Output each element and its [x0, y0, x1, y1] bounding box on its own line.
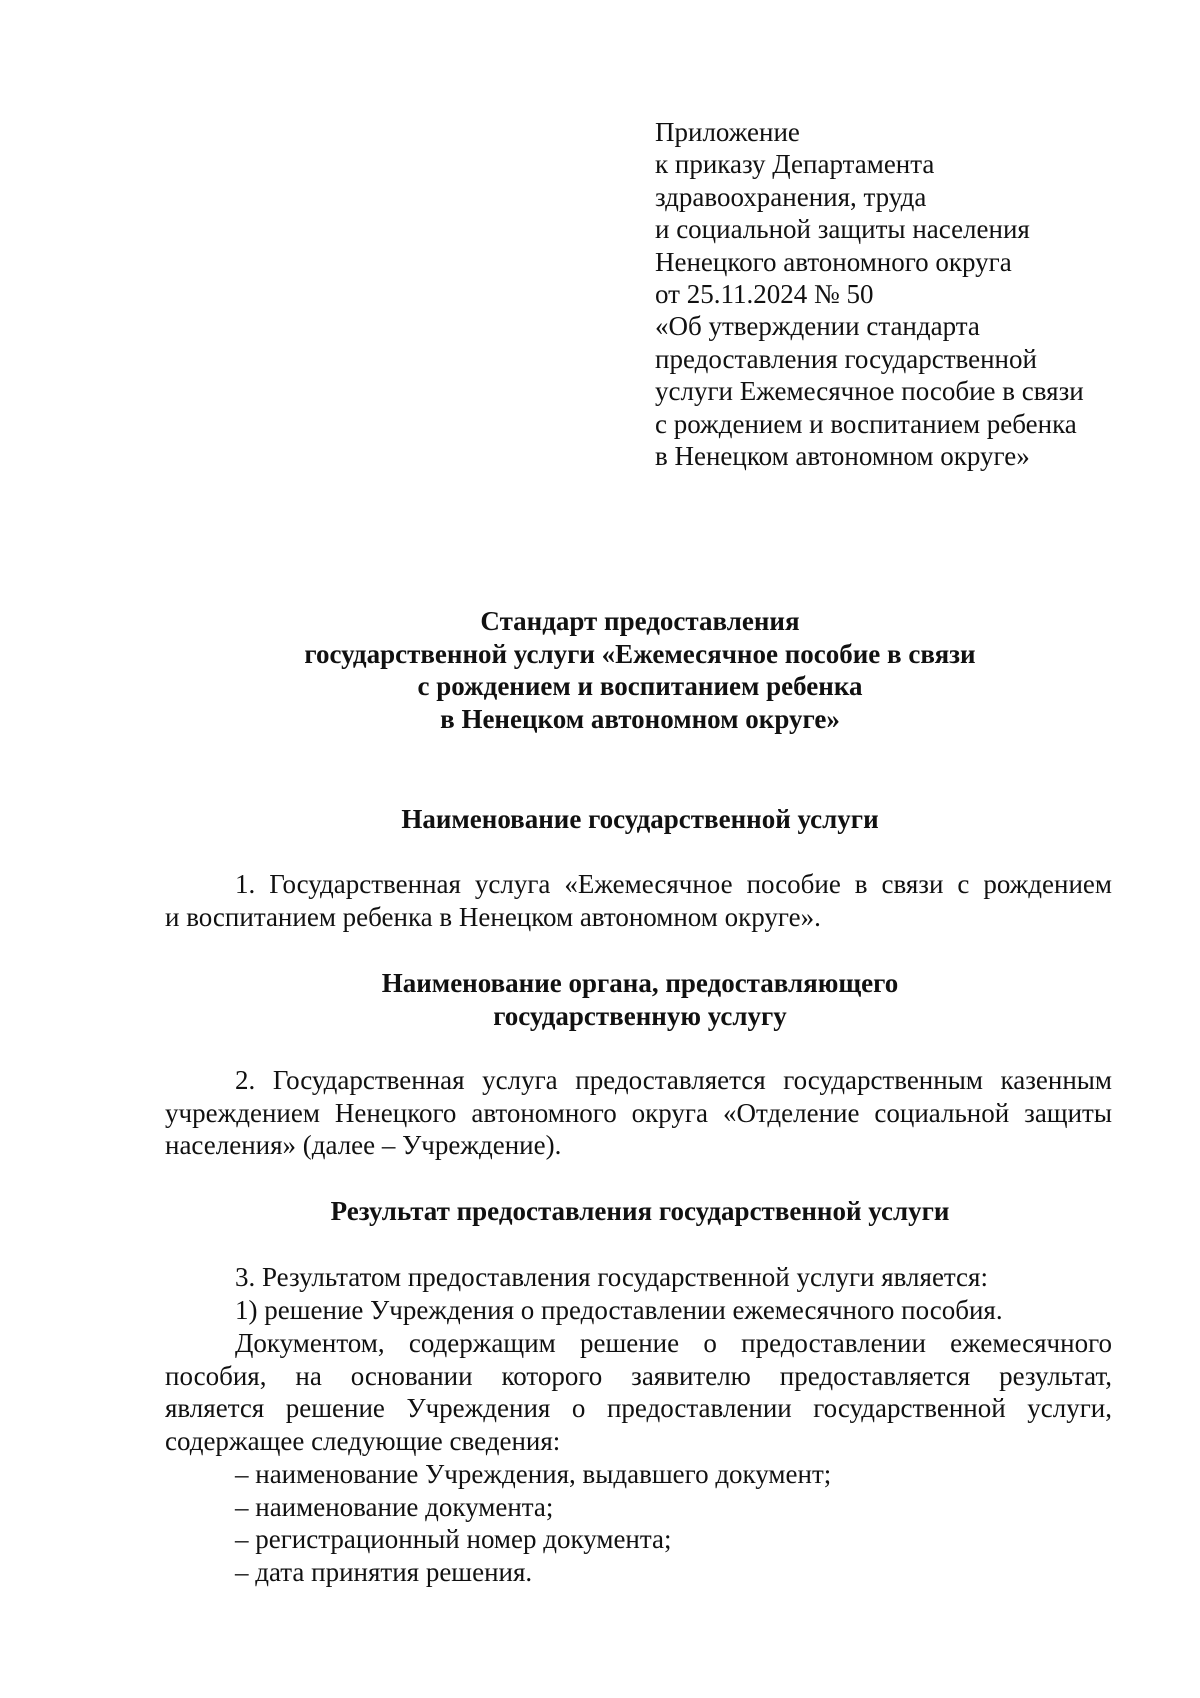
section-1-paragraph — [165, 868, 1112, 933]
paragraph-line: и воспитанием ребенка в Ненецком автономном округе». — [165, 901, 821, 932]
section-1-heading — [160, 803, 1120, 836]
paragraph-line: населения» (далее – Учреждение). — [165, 1130, 562, 1160]
section-3-heading-text: Результат предоставления государственной услуги — [330, 1196, 950, 1226]
section-2-paragraph — [165, 1064, 1112, 1162]
paragraph-line: 1. Государственная услуга «Ежемесячное пособие в связи с рождением — [235, 869, 1112, 899]
paragraph-line: пособия, на основании которого заявителю предоставляется результат, — [165, 1360, 1112, 1391]
heading-line: государственную услугу — [493, 1000, 787, 1031]
paragraph-line: является решение Учреждения о предоставлении государственной услуги, — [165, 1393, 1112, 1423]
appendix-line: «Об утверждении стандарта — [655, 311, 980, 342]
paragraph-line: содержащее следующие сведения: — [165, 1425, 561, 1456]
title-line: государственной услуги «Ежемесячное пособие в связи — [304, 638, 976, 669]
appendix-line: здравоохранения, труда — [655, 181, 927, 212]
paragraph-line: Документом, содержащим решение о предоставлении ежемесячного — [235, 1328, 1112, 1358]
appendix-line: с рождением и воспитанием ребенка — [655, 408, 1077, 439]
appendix-block — [655, 116, 1175, 472]
title-line: Стандарт предоставления — [480, 606, 800, 636]
title-line: с рождением и воспитанием ребенка — [417, 671, 863, 701]
appendix-line: от 25.11.2024 № 50 — [655, 279, 874, 310]
heading-line: Наименование органа, предоставляющего — [381, 968, 899, 998]
appendix-line: в Ненецком автономном округе» — [655, 441, 1030, 472]
section-3-intro: 3. Результатом предоставления государственной услуги является: — [235, 1262, 988, 1292]
appendix-line: к приказу Департамента — [655, 149, 935, 180]
list-item: – наименование документа; — [235, 1491, 554, 1522]
details-list — [235, 1458, 831, 1588]
document-title — [160, 605, 1120, 735]
section-3-paragraph — [165, 1327, 1112, 1457]
appendix-line: услуги Ежемесячное пособие в связи — [655, 376, 1084, 407]
list-item: – наименование Учреждения, выдавшего документ; — [235, 1459, 832, 1489]
paragraph-line: учреждением Ненецкого автономного округа «Отделение социальной защиты — [165, 1097, 1112, 1128]
list-item: – дата принятия решения. — [235, 1556, 533, 1587]
appendix-line: Ненецкого автономного округа — [655, 246, 1012, 277]
appendix-line: Приложение — [655, 117, 800, 147]
section-1-heading-text: Наименование государственной услуги — [401, 804, 879, 834]
list-item: – регистрационный номер документа; — [235, 1524, 672, 1554]
paragraph-line: 2. Государственная услуга предоставляется государственным казенным — [235, 1065, 1112, 1095]
section-3-heading — [160, 1195, 1120, 1228]
appendix-line: предоставления государственной — [655, 343, 1037, 374]
section-2-heading — [160, 967, 1120, 1032]
appendix-line: и социальной защиты населения — [655, 214, 1030, 245]
section-3-item-1: 1) решение Учреждения о предоставлении ежемесячного пособия. — [235, 1295, 1003, 1325]
title-line: в Ненецком автономном округе» — [440, 703, 840, 734]
